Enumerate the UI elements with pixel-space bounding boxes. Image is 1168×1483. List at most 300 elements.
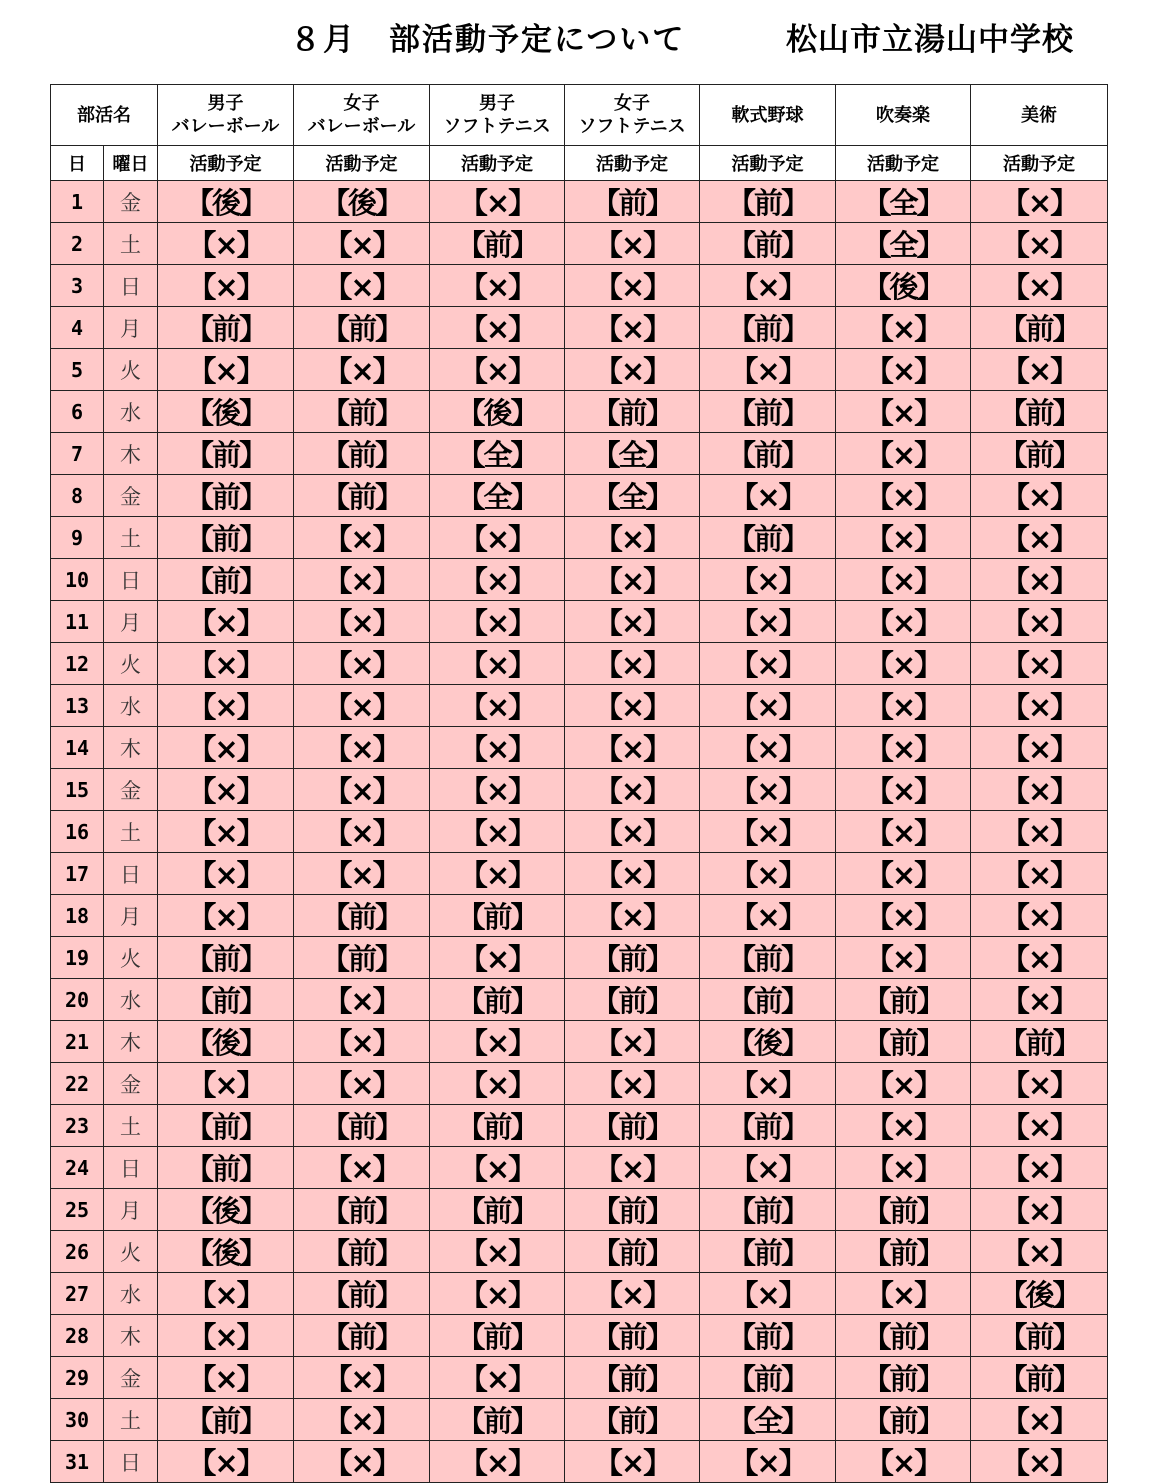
day-cell: 27 [51, 1273, 104, 1315]
club-header-girls-volleyball [294, 85, 430, 146]
schedule-mark-cell: 【×】 [700, 643, 836, 685]
schedule-mark-cell: 【×】 [971, 1063, 1108, 1105]
weekday-cell: 水 [104, 1273, 158, 1315]
day-cell: 6 [51, 391, 104, 433]
schedule-mark-cell: 【前】 [700, 181, 836, 223]
schedule-mark-cell: 【×】 [294, 1399, 430, 1441]
table-row [51, 769, 1108, 811]
weekday-cell: 金 [104, 181, 158, 223]
day-column-header: 日 [51, 146, 104, 181]
weekday-cell: 土 [104, 223, 158, 265]
page-header [0, 14, 1168, 62]
schedule-mark-cell: 【×】 [430, 307, 565, 349]
weekday-cell: 木 [104, 433, 158, 475]
schedule-mark-cell: 【×】 [971, 1399, 1108, 1441]
schedule-mark-cell: 【前】 [971, 433, 1108, 475]
club-line1: 男子 [479, 93, 515, 114]
schedule-mark-cell: 【×】 [565, 601, 700, 643]
schedule-mark-cell: 【×】 [971, 769, 1108, 811]
club-line1: 吹奏楽 [876, 104, 930, 126]
schedule-mark-cell: 【前】 [836, 979, 971, 1021]
club-line2: ソフトテニス [578, 116, 686, 137]
schedule-mark-cell: 【×】 [565, 769, 700, 811]
schedule-mark-cell: 【前】 [971, 1357, 1108, 1399]
day-cell: 12 [51, 643, 104, 685]
schedule-mark-cell: 【×】 [430, 265, 565, 307]
schedule-mark-cell: 【前】 [158, 937, 294, 979]
schedule-mark-cell: 【×】 [158, 601, 294, 643]
day-cell: 26 [51, 1231, 104, 1273]
schedule-mark-cell: 【×】 [971, 1105, 1108, 1147]
schedule-mark-cell: 【前】 [158, 559, 294, 601]
table-row [51, 517, 1108, 559]
club-header-girls-soft-tennis [565, 85, 700, 146]
activity-plan-header: 活動予定 [971, 146, 1108, 181]
schedule-mark-cell: 【後】 [158, 181, 294, 223]
schedule-mark-cell: 【×】 [971, 685, 1108, 727]
schedule-mark-cell: 【×】 [565, 727, 700, 769]
day-cell: 18 [51, 895, 104, 937]
table-row [51, 643, 1108, 685]
day-cell: 16 [51, 811, 104, 853]
schedule-mark-cell: 【×】 [700, 1273, 836, 1315]
schedule-mark-cell: 【全】 [700, 1399, 836, 1441]
schedule-mark-cell: 【前】 [158, 1147, 294, 1189]
weekday-cell: 土 [104, 811, 158, 853]
schedule-mark-cell: 【前】 [565, 181, 700, 223]
school-name: 松山市立湯山中学校 [786, 22, 1074, 58]
schedule-mark-cell: 【×】 [430, 1231, 565, 1273]
table-row [51, 559, 1108, 601]
schedule-mark-cell: 【前】 [430, 1315, 565, 1357]
day-cell: 11 [51, 601, 104, 643]
schedule-mark-cell: 【前】 [294, 895, 430, 937]
schedule-mark-cell: 【前】 [700, 391, 836, 433]
schedule-mark-cell: 【前】 [565, 1315, 700, 1357]
club-header-baseball [700, 85, 836, 146]
schedule-mark-cell: 【×】 [294, 559, 430, 601]
schedule-mark-cell: 【全】 [836, 223, 971, 265]
schedule-mark-cell: 【前】 [565, 1189, 700, 1231]
day-cell: 19 [51, 937, 104, 979]
weekday-cell: 木 [104, 1021, 158, 1063]
schedule-mark-cell: 【×】 [565, 559, 700, 601]
day-cell: 5 [51, 349, 104, 391]
schedule-mark-cell: 【×】 [836, 895, 971, 937]
day-cell: 20 [51, 979, 104, 1021]
weekday-cell: 金 [104, 1063, 158, 1105]
schedule-mark-cell: 【×】 [836, 475, 971, 517]
table-row [51, 685, 1108, 727]
schedule-mark-cell: 【×】 [971, 853, 1108, 895]
schedule-mark-cell: 【×】 [430, 181, 565, 223]
schedule-mark-cell: 【前】 [430, 895, 565, 937]
club-name-label: 部活名 [51, 85, 158, 146]
schedule-mark-cell: 【前】 [836, 1021, 971, 1063]
schedule-mark-cell: 【×】 [836, 517, 971, 559]
schedule-mark-cell: 【前】 [430, 1189, 565, 1231]
schedule-mark-cell: 【×】 [565, 1063, 700, 1105]
activity-plan-header: 活動予定 [565, 146, 700, 181]
club-line1: 軟式野球 [731, 104, 804, 126]
schedule-mark-cell: 【×】 [294, 1357, 430, 1399]
schedule-mark-cell: 【×】 [430, 349, 565, 391]
schedule-mark-cell: 【×】 [700, 559, 836, 601]
schedule-mark-cell: 【前】 [700, 937, 836, 979]
activity-plan-header: 活動予定 [700, 146, 836, 181]
schedule-mark-cell: 【前】 [294, 1189, 430, 1231]
schedule-mark-cell: 【全】 [836, 181, 971, 223]
schedule-mark-cell: 【後】 [700, 1021, 836, 1063]
schedule-mark-cell: 【×】 [158, 769, 294, 811]
schedule-mark-cell: 【×】 [158, 265, 294, 307]
day-cell: 17 [51, 853, 104, 895]
day-cell: 8 [51, 475, 104, 517]
schedule-mark-cell: 【前】 [565, 1399, 700, 1441]
weekday-cell: 火 [104, 643, 158, 685]
schedule-mark-cell: 【前】 [700, 433, 836, 475]
schedule-mark-cell: 【前】 [158, 433, 294, 475]
schedule-mark-cell: 【×】 [430, 517, 565, 559]
schedule-mark-cell: 【前】 [294, 307, 430, 349]
schedule-mark-cell: 【前】 [565, 391, 700, 433]
schedule-mark-cell: 【前】 [430, 1105, 565, 1147]
day-cell: 29 [51, 1357, 104, 1399]
schedule-mark-cell: 【×】 [430, 811, 565, 853]
table-row [51, 1315, 1108, 1357]
schedule-mark-cell: 【×】 [971, 223, 1108, 265]
day-cell: 24 [51, 1147, 104, 1189]
schedule-mark-cell: 【×】 [971, 181, 1108, 223]
schedule-mark-cell: 【×】 [836, 727, 971, 769]
day-cell: 4 [51, 307, 104, 349]
weekday-cell: 金 [104, 1357, 158, 1399]
schedule-mark-cell: 【全】 [430, 433, 565, 475]
table-row [51, 265, 1108, 307]
schedule-mark-cell: 【前】 [294, 1105, 430, 1147]
table-row [51, 937, 1108, 979]
schedule-mark-cell: 【前】 [836, 1357, 971, 1399]
schedule-mark-cell: 【前】 [700, 979, 836, 1021]
day-cell: 3 [51, 265, 104, 307]
schedule-mark-cell: 【×】 [700, 265, 836, 307]
club-header-boys-volleyball [158, 85, 294, 146]
weekday-cell: 水 [104, 979, 158, 1021]
schedule-mark-cell: 【×】 [700, 895, 836, 937]
schedule-mark-cell: 【×】 [565, 307, 700, 349]
schedule-mark-cell: 【×】 [700, 1441, 836, 1483]
schedule-mark-cell: 【×】 [700, 769, 836, 811]
schedule-mark-cell: 【×】 [294, 1063, 430, 1105]
schedule-mark-cell: 【×】 [565, 1441, 700, 1483]
table-row [51, 1021, 1108, 1063]
weekday-cell: 月 [104, 307, 158, 349]
schedule-mark-cell: 【×】 [158, 1357, 294, 1399]
table-row [51, 223, 1108, 265]
day-cell: 9 [51, 517, 104, 559]
schedule-mark-cell: 【前】 [294, 1315, 430, 1357]
schedule-mark-cell: 【前】 [700, 1105, 836, 1147]
table-row [51, 433, 1108, 475]
schedule-mark-cell: 【前】 [294, 475, 430, 517]
sub-header-row [51, 146, 1108, 181]
schedule-mark-cell: 【後】 [158, 1189, 294, 1231]
schedule-mark-cell: 【×】 [700, 685, 836, 727]
schedule-mark-cell: 【×】 [565, 223, 700, 265]
schedule-mark-cell: 【前】 [565, 1231, 700, 1273]
schedule-mark-cell: 【×】 [565, 1021, 700, 1063]
schedule-mark-cell: 【前】 [294, 1231, 430, 1273]
schedule-mark-cell: 【×】 [971, 349, 1108, 391]
schedule-mark-cell: 【前】 [565, 1105, 700, 1147]
schedule-mark-cell: 【×】 [836, 601, 971, 643]
schedule-mark-cell: 【×】 [700, 1063, 836, 1105]
schedule-mark-cell: 【後】 [158, 391, 294, 433]
schedule-mark-cell: 【前】 [158, 307, 294, 349]
schedule-mark-cell: 【×】 [700, 601, 836, 643]
schedule-mark-cell: 【×】 [430, 1063, 565, 1105]
schedule-mark-cell: 【×】 [430, 1441, 565, 1483]
weekday-cell: 火 [104, 349, 158, 391]
schedule-mark-cell: 【前】 [430, 979, 565, 1021]
schedule-mark-cell: 【×】 [294, 1441, 430, 1483]
table-row [51, 979, 1108, 1021]
schedule-mark-cell: 【×】 [565, 895, 700, 937]
day-cell: 23 [51, 1105, 104, 1147]
day-cell: 28 [51, 1315, 104, 1357]
schedule-mark-cell: 【×】 [430, 853, 565, 895]
schedule-mark-cell: 【×】 [294, 601, 430, 643]
day-cell: 14 [51, 727, 104, 769]
schedule-mark-cell: 【×】 [971, 727, 1108, 769]
club-header-boys-soft-tennis [430, 85, 565, 146]
weekday-cell: 土 [104, 1105, 158, 1147]
schedule-mark-cell: 【×】 [836, 643, 971, 685]
schedule-mark-cell: 【前】 [294, 1273, 430, 1315]
schedule-mark-cell: 【×】 [971, 979, 1108, 1021]
schedule-mark-cell: 【×】 [971, 1231, 1108, 1273]
weekday-cell: 水 [104, 685, 158, 727]
weekday-cell: 月 [104, 601, 158, 643]
schedule-mark-cell: 【×】 [700, 1147, 836, 1189]
club-line1: 女子 [343, 93, 380, 114]
activity-plan-header: 活動予定 [430, 146, 565, 181]
schedule-mark-cell: 【×】 [158, 895, 294, 937]
schedule-mark-cell: 【後】 [836, 265, 971, 307]
schedule-mark-cell: 【×】 [430, 1147, 565, 1189]
table-row [51, 307, 1108, 349]
schedule-mark-cell: 【×】 [158, 853, 294, 895]
schedule-mark-cell: 【前】 [294, 937, 430, 979]
table-row [51, 853, 1108, 895]
schedule-mark-cell: 【×】 [971, 895, 1108, 937]
schedule-mark-cell: 【×】 [836, 307, 971, 349]
weekday-cell: 金 [104, 475, 158, 517]
weekday-cell: 土 [104, 517, 158, 559]
schedule-mark-cell: 【×】 [971, 811, 1108, 853]
weekday-column-header: 曜日 [104, 146, 158, 181]
schedule-mark-cell: 【×】 [836, 433, 971, 475]
schedule-mark-cell: 【×】 [836, 853, 971, 895]
schedule-mark-cell: 【後】 [294, 181, 430, 223]
weekday-cell: 日 [104, 1441, 158, 1483]
weekday-cell: 火 [104, 937, 158, 979]
schedule-mark-cell: 【×】 [294, 1021, 430, 1063]
schedule-mark-cell: 【前】 [971, 307, 1108, 349]
weekday-cell: 日 [104, 1147, 158, 1189]
schedule-mark-cell: 【前】 [430, 1399, 565, 1441]
schedule-mark-cell: 【×】 [294, 349, 430, 391]
schedule-table [50, 84, 1108, 1483]
schedule-mark-cell: 【×】 [430, 1357, 565, 1399]
schedule-mark-cell: 【×】 [971, 1147, 1108, 1189]
schedule-mark-cell: 【×】 [158, 1063, 294, 1105]
schedule-mark-cell: 【×】 [430, 769, 565, 811]
day-cell: 15 [51, 769, 104, 811]
schedule-mark-cell: 【×】 [565, 349, 700, 391]
day-cell: 2 [51, 223, 104, 265]
schedule-mark-cell: 【×】 [430, 601, 565, 643]
schedule-mark-cell: 【前】 [836, 1315, 971, 1357]
schedule-mark-cell: 【×】 [294, 1147, 430, 1189]
schedule-mark-cell: 【×】 [700, 811, 836, 853]
schedule-mark-cell: 【×】 [836, 1273, 971, 1315]
schedule-mark-cell: 【前】 [158, 475, 294, 517]
schedule-mark-cell: 【×】 [971, 937, 1108, 979]
table-row [51, 349, 1108, 391]
schedule-mark-cell: 【前】 [294, 433, 430, 475]
table-row [51, 181, 1108, 223]
schedule-mark-cell: 【前】 [836, 1399, 971, 1441]
table-row [51, 895, 1108, 937]
schedule-mark-cell: 【×】 [971, 1189, 1108, 1231]
weekday-cell: 日 [104, 559, 158, 601]
table-row [51, 1441, 1108, 1483]
schedule-mark-cell: 【×】 [565, 265, 700, 307]
day-cell: 22 [51, 1063, 104, 1105]
table-row [51, 391, 1108, 433]
day-cell: 25 [51, 1189, 104, 1231]
day-cell: 1 [51, 181, 104, 223]
schedule-mark-cell: 【×】 [158, 1273, 294, 1315]
day-cell: 10 [51, 559, 104, 601]
schedule-mark-cell: 【×】 [700, 475, 836, 517]
club-line2: ソフトテニス [443, 116, 551, 137]
schedule-mark-cell: 【×】 [971, 601, 1108, 643]
club-header-row [51, 85, 1108, 146]
schedule-mark-cell: 【×】 [294, 727, 430, 769]
schedule-mark-cell: 【×】 [158, 1441, 294, 1483]
schedule-mark-cell: 【×】 [430, 1021, 565, 1063]
activity-plan-header: 活動予定 [158, 146, 294, 181]
table-row [51, 811, 1108, 853]
page-title: ８月 部活動予定について [290, 22, 686, 58]
schedule-mark-cell: 【前】 [836, 1231, 971, 1273]
schedule-mark-cell: 【×】 [294, 643, 430, 685]
schedule-mark-cell: 【×】 [836, 349, 971, 391]
table-row [51, 1105, 1108, 1147]
day-cell: 30 [51, 1399, 104, 1441]
weekday-cell: 日 [104, 265, 158, 307]
schedule-mark-cell: 【×】 [836, 685, 971, 727]
schedule-mark-cell: 【×】 [158, 643, 294, 685]
schedule-mark-cell: 【全】 [565, 433, 700, 475]
club-line1: 男子 [207, 93, 244, 114]
schedule-mark-cell: 【×】 [971, 517, 1108, 559]
schedule-mark-cell: 【×】 [836, 1063, 971, 1105]
schedule-mark-cell: 【全】 [565, 475, 700, 517]
schedule-mark-cell: 【×】 [294, 853, 430, 895]
schedule-mark-cell: 【×】 [158, 811, 294, 853]
schedule-mark-cell: 【×】 [294, 517, 430, 559]
schedule-mark-cell: 【×】 [700, 853, 836, 895]
table-row [51, 1273, 1108, 1315]
table-row [51, 1189, 1108, 1231]
schedule-mark-cell: 【前】 [565, 1357, 700, 1399]
schedule-mark-cell: 【×】 [971, 643, 1108, 685]
schedule-mark-cell: 【前】 [971, 1021, 1108, 1063]
club-line1: 美術 [1021, 104, 1057, 126]
schedule-mark-cell: 【前】 [430, 223, 565, 265]
schedule-mark-cell: 【×】 [971, 475, 1108, 517]
schedule-mark-cell: 【×】 [294, 685, 430, 727]
schedule-mark-cell: 【前】 [158, 1399, 294, 1441]
schedule-mark-cell: 【×】 [294, 811, 430, 853]
schedule-mark-cell: 【後】 [158, 1231, 294, 1273]
schedule-mark-cell: 【前】 [294, 391, 430, 433]
day-cell: 31 [51, 1441, 104, 1483]
schedule-mark-cell: 【前】 [971, 391, 1108, 433]
schedule-mark-cell: 【×】 [836, 1105, 971, 1147]
schedule-mark-cell: 【前】 [700, 1357, 836, 1399]
schedule-mark-cell: 【×】 [700, 349, 836, 391]
schedule-mark-cell: 【×】 [700, 727, 836, 769]
day-cell: 21 [51, 1021, 104, 1063]
schedule-mark-cell: 【×】 [158, 349, 294, 391]
schedule-mark-cell: 【×】 [158, 1315, 294, 1357]
schedule-mark-cell: 【×】 [294, 223, 430, 265]
table-row [51, 1231, 1108, 1273]
schedule-mark-cell: 【前】 [836, 1189, 971, 1231]
schedule-mark-cell: 【後】 [971, 1273, 1108, 1315]
schedule-mark-cell: 【前】 [158, 1105, 294, 1147]
schedule-mark-cell: 【前】 [700, 1315, 836, 1357]
schedule-mark-cell: 【前】 [971, 1315, 1108, 1357]
schedule-mark-cell: 【×】 [294, 265, 430, 307]
schedule-mark-cell: 【前】 [700, 1189, 836, 1231]
schedule-mark-cell: 【前】 [700, 223, 836, 265]
weekday-cell: 木 [104, 727, 158, 769]
schedule-mark-cell: 【×】 [836, 1441, 971, 1483]
schedule-mark-cell: 【前】 [158, 517, 294, 559]
activity-plan-header: 活動予定 [836, 146, 971, 181]
schedule-mark-cell: 【全】 [430, 475, 565, 517]
schedule-mark-cell: 【×】 [836, 811, 971, 853]
schedule-mark-cell: 【×】 [971, 1441, 1108, 1483]
schedule-mark-cell: 【×】 [158, 223, 294, 265]
table-row [51, 1147, 1108, 1189]
activity-plan-header: 活動予定 [294, 146, 430, 181]
club-line1: 女子 [614, 93, 650, 114]
table-row [51, 1399, 1108, 1441]
schedule-mark-cell: 【×】 [430, 559, 565, 601]
schedule-mark-cell: 【×】 [836, 391, 971, 433]
club-header-art [971, 85, 1108, 146]
schedule-mark-cell: 【×】 [565, 643, 700, 685]
schedule-mark-cell: 【前】 [700, 1231, 836, 1273]
schedule-mark-cell: 【×】 [430, 727, 565, 769]
schedule-mark-cell: 【前】 [700, 517, 836, 559]
